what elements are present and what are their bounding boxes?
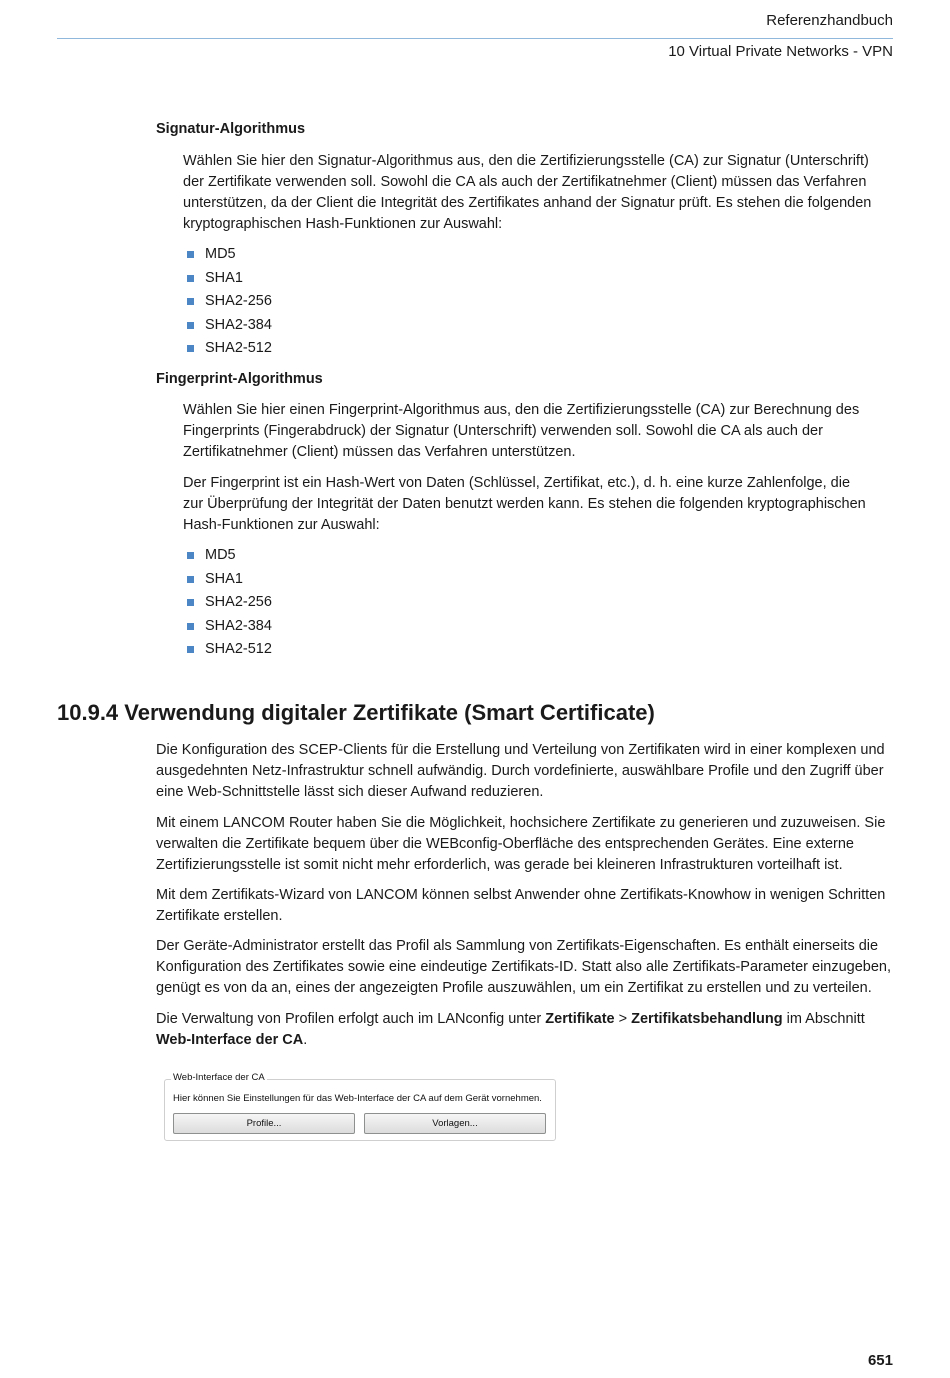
menu-path-certificates: Zertifikate (545, 1011, 615, 1027)
templates-button[interactable]: Vorlagen... (364, 1113, 546, 1134)
header-rule (57, 38, 893, 39)
bullet-square-icon (187, 576, 194, 583)
page-number: 651 (867, 1352, 893, 1369)
bullet-square-icon (187, 322, 194, 329)
signature-algorithm-description: Wählen Sie hier den Signatur-Algorithmus aus, den die Zertifizierungsstelle (CA) zur Signatur (Unterschrift) der Zertifikate verwenden soll. Sowohl die CA als auch der Zertifikatnehmer (Client) müssen das Verfahren unterstützen, da der Client die Integrität des Zertifikates anhand der Signatur prüft. Es stehen die folgenden kryptographischen Hash-Funktionen zur Auswahl: (183, 153, 872, 232)
bullet-square-icon (187, 298, 194, 305)
bullet-square-icon (187, 552, 194, 559)
list-item: SHA2-256 (183, 290, 272, 314)
running-header (668, 10, 893, 63)
list-item: SHA2-384 (183, 314, 272, 338)
bullet-square-icon (187, 599, 194, 606)
book-title: Referenzhandbuch (766, 12, 893, 29)
list-item: MD5 (183, 243, 272, 267)
fingerprint-algorithm-description: Wählen Sie hier einen Fingerprint-Algorithmus aus, den die Zertifizierungsstelle (CA) zur Berechnung des Fingerprints (Fingerabdruck) der Signatur (Unterschrift) verwenden soll. Sowohl die CA als auch der Zertifikatnehmer (Client) müssen das Verfahren unterstützen. (183, 402, 860, 460)
chapter-title: 10 Virtual Private Networks - VPN (668, 43, 893, 60)
fingerprint-hash-description: Der Fingerprint ist ein Hash-Wert von Daten (Schlüssel, Zertifikat, etc.), d. h. eine kurze Zahlenfolge, die zur Überprüfung der Integrität der Daten benutzt werden kann. Es stehen die folgenden kryptographischen Hash-Funktionen zur Auswahl: (183, 475, 866, 533)
section-paragraph: Der Geräte-Administrator erstellt das Profil als Sammlung von Zertifikats-Eigenschaften. Es enthält einerseits die Konfiguration des Zertifikates sowie eine eindeutige Zertifikats-ID. Statt also alle Zertifikats-Parameter einzugeben, genügt es von da an, eines der angezeigten Profile auszuwählen, um ein Zertifikat zu erstellen und zu verteilen. (156, 938, 892, 996)
menu-path-web-interface: Web-Interface der CA (156, 1032, 304, 1048)
dialog-group-title: Web-Interface der CA (173, 1072, 265, 1083)
list-item: SHA2-256 (183, 591, 272, 615)
section-paragraph: Die Konfiguration des SCEP-Clients für die Erstellung und Verteilung von Zertifikaten wird in einer komplexen und ausgedehnten Netz-Infrastruktur schnell aufwändig. Durch vordefinierte, auswählbare Profile und den Zugriff über eine Web-Schnittstelle lässt sich dieser Aufwand reduzieren. (156, 742, 885, 800)
list-item: SHA1 (183, 267, 272, 291)
list-item: SHA2-512 (183, 337, 272, 361)
list-item: SHA2-512 (183, 638, 272, 662)
bullet-square-icon (187, 275, 194, 282)
profile-button[interactable]: Profile... (173, 1113, 355, 1134)
list-item: SHA2-384 (183, 615, 272, 639)
web-interface-ca-dialog (164, 1072, 556, 1141)
dialog-description: Hier können Sie Einstellungen für das Web-Interface der CA auf dem Gerät vornehmen. (173, 1093, 542, 1104)
signature-algorithm-list (183, 243, 272, 361)
section-paragraph: Mit dem Zertifikats-Wizard von LANCOM können selbst Anwender ohne Zertifikats-Knowhow in wenigen Schritten Zertifikate erstellen. (156, 887, 886, 924)
signature-algorithm-title: Signatur-Algorithmus (156, 121, 306, 137)
section-paragraph: Mit einem LANCOM Router haben Sie die Möglichkeit, hochsichere Zertifikate zu generieren und zuzuweisen. Sie verwalten die Zertifikate bequem über die WEBconfig-Oberfläche des entsprechenden Gerätes. Eine externe Zertifizierungsstelle ist somit nicht mehr erforderlich, was gerade bei kleineren Infrastrukturen vorteilhaft ist. (156, 815, 886, 873)
fingerprint-algorithm-list (183, 544, 272, 662)
bullet-square-icon (187, 345, 194, 352)
section-heading: 10.9.4 Verwendung digitaler Zertifikate (Smart Certificate) (57, 700, 655, 725)
list-item: MD5 (183, 544, 272, 568)
bullet-square-icon (187, 623, 194, 630)
bullet-square-icon (187, 251, 194, 258)
list-item: SHA1 (183, 568, 272, 592)
section-paragraph-lanconfig: Die Verwaltung von Profilen erfolgt auch im LANconfig unter Zertifikate > Zertifikatsbehandlung im Abschnitt Web-Interface der CA. (156, 1011, 865, 1048)
fingerprint-algorithm-title: Fingerprint-Algorithmus (156, 371, 323, 387)
menu-path-certificate-handling: Zertifikatsbehandlung (631, 1011, 783, 1027)
bullet-square-icon (187, 646, 194, 653)
